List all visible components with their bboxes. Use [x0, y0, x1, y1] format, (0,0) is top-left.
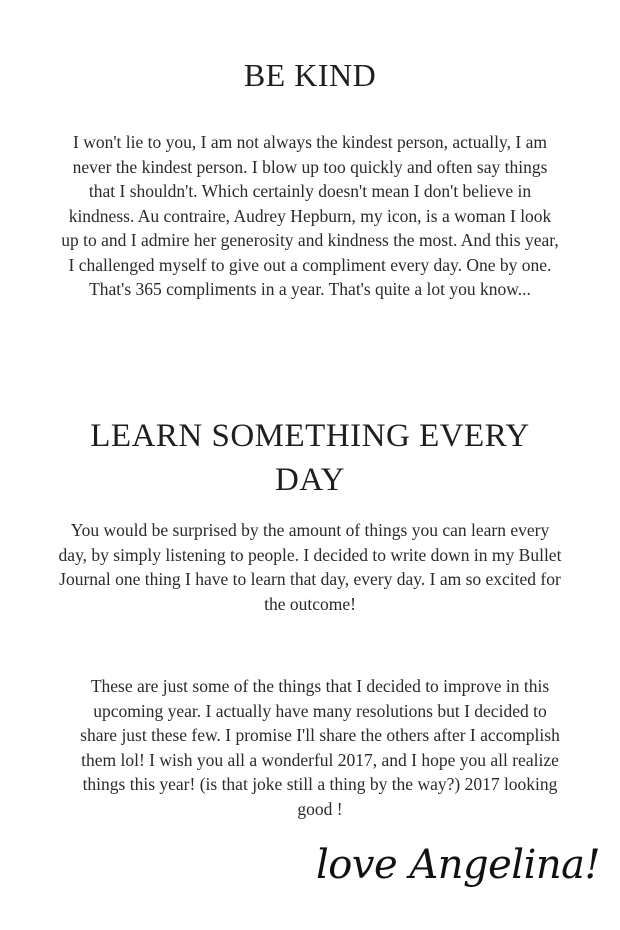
learn-something-paragraph: You would be surprised by the amount of things you can learn every day, by simply listening to people. I decided to write down in my Bullet Journal one thing I have to learn that day, every day. I am so excited for the outcome!: [58, 520, 562, 614]
signature: love Angelina!: [316, 842, 601, 888]
learn-something-heading: LEARN SOMETHING EVERY DAY: [90, 418, 530, 498]
be-kind-paragraph: I won't lie to you, I am not always the kindest person, actually, I am never the kindest person. I blow up too quickly and often say things that I shouldn't. Which certainly doesn't mean I don't believe in kindness. Au contraire, Audrey Hepburn, my icon, is a woman I look up to and I admire her generosity and kindness the most. And this year, I challenged myself to give out a compliment every day. One by one. That's 365 compliments in a year. That's quite a lot you know...: [61, 132, 559, 299]
be-kind-heading: BE KIND: [243, 57, 377, 93]
closing-paragraph: These are just some of the things that I decided to improve in this upcoming year. I actually have many resolutions but I decided to share just these few. I promise I'll share the others after I accomplish them lol! I wish you all a wonderful 2017, and I hope you all realize things this year! (is that joke still a thing by the way?) 2017 looking good !: [80, 676, 560, 819]
